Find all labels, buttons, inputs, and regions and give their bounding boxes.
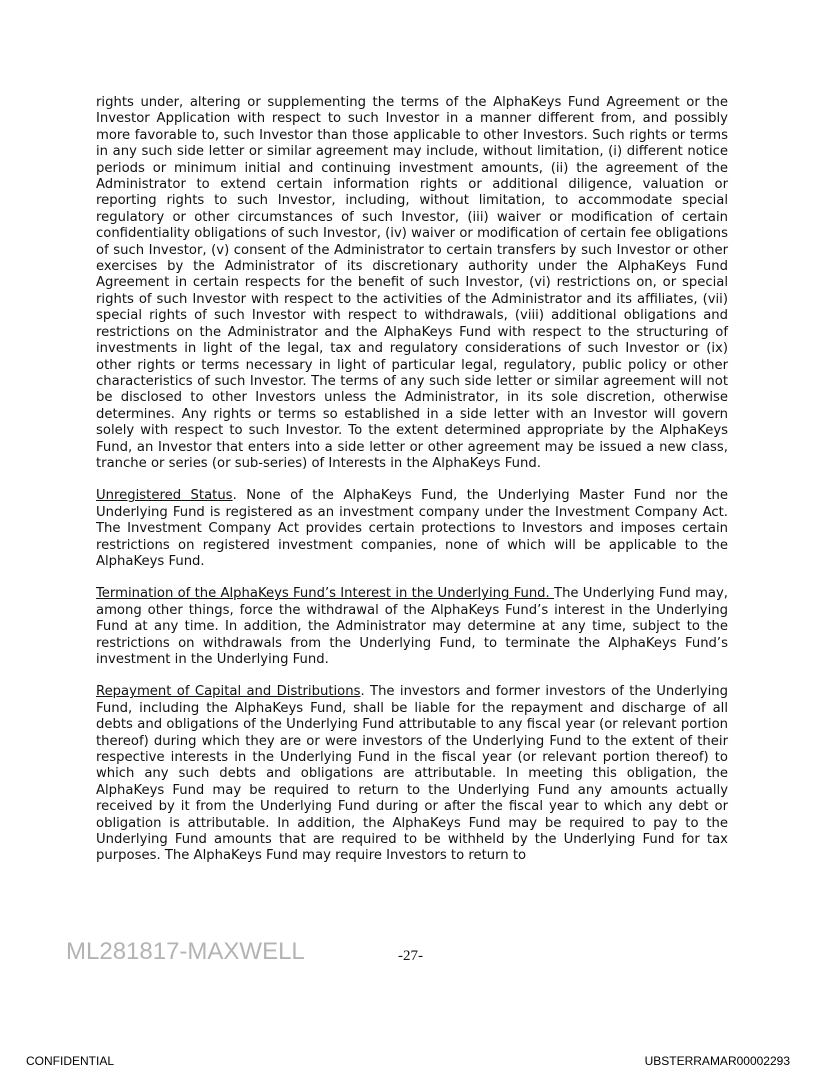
paragraph-repayment: [96, 684, 728, 864]
document-watermark: ML281817-MAXWELL: [66, 938, 305, 965]
paragraph-side-letters: rights under, altering or supplementing the terms of the AlphaKeys Fund Agreement or the Investor Application with respect to such Investor in a manner different from, and possibly more favorable to, such Investor than those applicable to other Investors. Such rights or terms in any such side letter or similar agreement may include, without limitation, (i) different notice periods or minimum initial and continuing investment amounts, (ii) the agreement of the Administrator to extend certain information rights or additional diligence, valuation or reporting rights to such Investor, including, without limitation, to accommodate special regulatory or other circumstances of such Investor, (iii) waiver or modification of certain confidentiality obligations of such Investor, (iv) waiver or modification of certain fee obligations of such Investor, (v) consent of the Administrator to certain transfers by such Investor or other exercises by the Administrator of its discretionary authority under the AlphaKeys Fund Agreement in certain respects for the benefit of such Investor, (vi) restrictions on, or special rights of such Investor with respect to the activities of the Administrator and its affiliates, (vii) special rights of such Investor with respect to withdrawals, (viii) additional obligations and restrictions on the Administrator and the AlphaKeys Fund with respect to the structuring of investments in light of the legal, tax and regulatory considerations of such Investor or (ix) other rights or terms necessary in light of particular legal, regulatory, public policy or other characteristics of such Investor. The terms of any such side letter or similar agreement will not be disclosed to other Investors unless the Administrator, in its sole discretion, otherwise determines. Any rights or terms so established in a side letter with an Investor will govern solely with respect to such Investor. To the extent determined appropriate by the AlphaKeys Fund, an Investor that enters into a side letter or other agreement may be issued a new class, tranche or series (or sub-series) of Interests in the AlphaKeys Fund.: [96, 95, 728, 471]
paragraph-text: The Underlying Fund may, among other things, force the withdrawal of the AlphaKeys Fund’s interest in the Underlying Fund at any time. In addition, the Administrator may determine at any time, subject to the restrictions on withdrawals from the Underlying Fund, to terminate the AlphaKeys Fund’s investment in the Underlying Fund.: [96, 586, 728, 667]
bates-number: UBSTERRAMAR00002293: [644, 1054, 790, 1068]
section-heading: Repayment of Capital and Distributions: [96, 684, 361, 700]
paragraph-unregistered-status: [96, 488, 728, 570]
paragraph-termination: [96, 586, 728, 668]
paragraph-text: . The investors and former investors of the Underlying Fund, including the AlphaKeys Fund, shall be liable for the repayment and discharge of all debts and obligations of the Underlying Fund attributable to any fiscal year (or relevant portion thereof) during which they are or were investors of the Underlying Fund to the extent of their respective interests in the Underlying Fund in the fiscal year (or relevant portion thereof) to which any such debts and obligations are attributable. In meeting this obligation, the AlphaKeys Fund may be required to return to the Underlying Fund any amounts actually received by it from the Underlying Fund during or after the fiscal year to which any debt or obligation is attributable. In addition, the AlphaKeys Fund may be required to pay to the Underlying Fund amounts that are required to be withheld by the Underlying Fund for tax purposes. The AlphaKeys Fund may require Investors to return to: [96, 684, 728, 864]
page-number: -27-: [398, 948, 423, 964]
section-heading: Termination of the AlphaKeys Fund’s Interest in the Underlying Fund.: [96, 586, 555, 602]
paragraph-text: . None of the AlphaKeys Fund, the Underlying Master Fund nor the Underlying Fund is registered as an investment company under the Investment Company Act. The Investment Company Act provides certain protections to Investors and imposes certain restrictions on registered investment companies, none of which will be applicable to the AlphaKeys Fund.: [96, 488, 729, 569]
confidential-label: CONFIDENTIAL: [26, 1054, 115, 1068]
document-body: [96, 95, 728, 881]
section-heading: Unregistered Status: [96, 488, 233, 504]
